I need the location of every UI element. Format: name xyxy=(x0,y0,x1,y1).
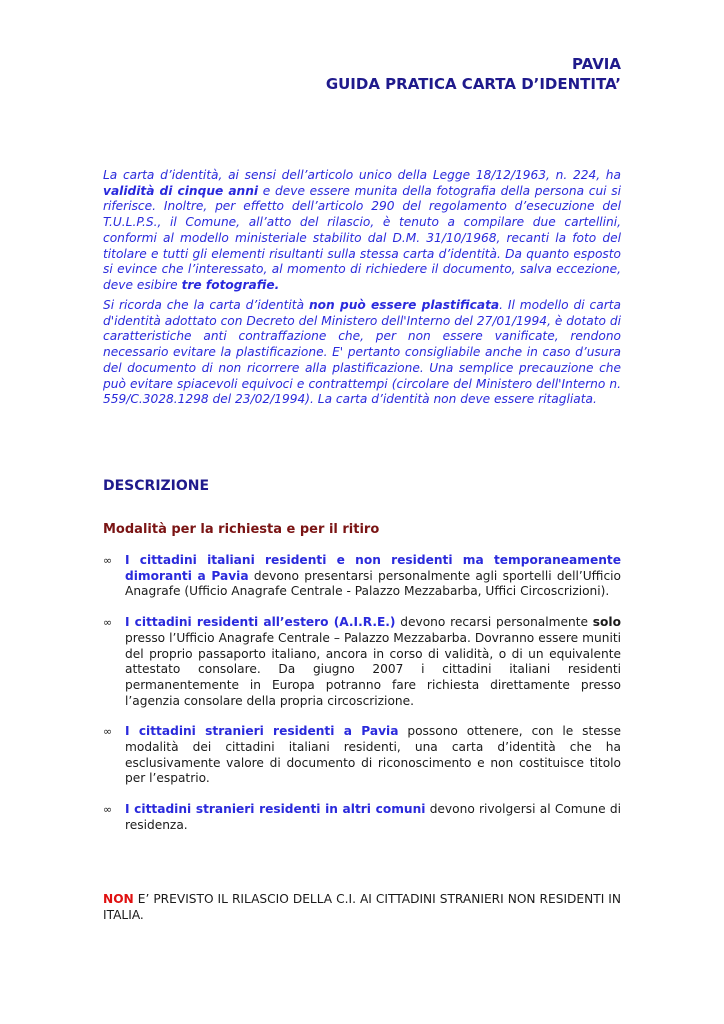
list-item-text: presso l’Ufficio Anagrafe Centrale – Palazzo Mezzabarba. Dovranno essere muniti del proprio passaporto italiano, ancora in corso di validità, o di un equivalente attestato consolare. Da giugno 2007 i cittadini italiani residenti permanentemente in Europa potranno fare richiesta direttamente presso l’agenzia consolare della propria circoscrizione. xyxy=(125,630,621,708)
document-title xyxy=(326,54,621,94)
list-item xyxy=(103,615,621,709)
photos-emphasis: tre fotografie. xyxy=(181,277,280,292)
list-item-highlight: I cittadini stranieri residenti a Pavia xyxy=(125,724,399,739)
intro-text: La carta d’identità, ai sensi dell’articolo unico della Legge 18/12/1963, n. 224, ha xyxy=(103,168,621,182)
intro-text: e deve essere munita della fotografia della persona cui si riferisce. Inoltre, per effetto dell’articolo 290 del regolamento d’esecuzione del T.U.L.P.S., il Comune, all’atto del rilascio, è tenuto a compilare due cartellini, conformi al modello ministeriale stabilito dal D.M. 31/10/1968, recanti la foto del titolare e tutti gli elementi risultanti sulla stessa carta d’identità. Da quanto esposto si evince che l’interessato, al momento di richiedere il documento, salva eccezione, deve esibire xyxy=(103,183,621,292)
list-item xyxy=(103,724,621,787)
list-item xyxy=(103,802,621,833)
validity-emphasis: validità di cinque anni xyxy=(103,183,259,198)
requirements-list xyxy=(103,553,621,849)
city-heading: PAVIA xyxy=(571,55,621,73)
list-item-text: devono recarsi personalmente xyxy=(395,615,593,630)
list-item-text: devono presentarsi personalmente agli sportelli dell’Ufficio Anagrafe (Ufficio Anagrafe Centrale - Palazzo Mezzabarba, Uffici Circoscrizioni). xyxy=(125,568,621,599)
list-item xyxy=(103,553,621,600)
list-item-strong: solo xyxy=(592,615,621,630)
foreign-residents-note xyxy=(103,892,621,923)
list-item-highlight: I cittadini stranieri residenti in altri comuni xyxy=(125,802,426,817)
note-emphasis: NON xyxy=(103,892,134,906)
infinity-bullet-icon: ∞ xyxy=(103,554,113,567)
infinity-bullet-icon: ∞ xyxy=(103,616,113,630)
section-heading: DESCRIZIONE xyxy=(103,478,210,494)
infinity-bullet-icon: ∞ xyxy=(103,725,113,739)
note-text: E’ PREVISTO IL RILASCIO DELLA C.I. AI CITTADINI STRANIERI NON RESIDENTI IN ITALIA. xyxy=(103,892,621,922)
intro-text: Si ricorda che la carta d’identità xyxy=(103,298,309,312)
intro-text: . Il modello di carta d'identità adottato con Decreto del Ministero dell'Interno del 27/01/1994, è dotato di caratteristiche anti contraffazione che, per non essere vanificate, rendono necessario evitare la plastificazione. E' pertanto consigliabile anche in caso d’usura del documento di non ricorrere alla plastificazione. Una semplice precauzione che può evitare spiacevoli equivoci e contrattempi (circolare del Ministero dell'Interno n. 559/C.3028.1298 del 23/02/1994). La carta d’identità non deve essere ritagliata. xyxy=(103,298,621,407)
lamination-emphasis: non può essere plastificata xyxy=(308,298,500,312)
subsection-heading: Modalità per la richiesta e per il ritiro xyxy=(103,522,380,537)
list-item-text: possono ottenere, con le stesse modalità dei cittadini italiani residenti, una carta d’identità che ha esclusivamente valore di documento di riconoscimento e non costituisce titolo per l’espatrio. xyxy=(125,724,621,786)
intro-paragraph-2 xyxy=(103,298,621,408)
infinity-bullet-icon: ∞ xyxy=(103,803,113,817)
list-item-text: devono rivolgersi al Comune di residenza. xyxy=(125,802,622,832)
intro-paragraph-1 xyxy=(103,168,621,294)
list-item-highlight: I cittadini italiani residenti e non residenti ma temporaneamente dimoranti a Pavia xyxy=(125,553,621,583)
list-item-highlight: I cittadini residenti all’estero (A.I.R.E.) xyxy=(125,615,396,630)
guide-title: GUIDA PRATICA CARTA D’IDENTITA’ xyxy=(325,75,621,93)
